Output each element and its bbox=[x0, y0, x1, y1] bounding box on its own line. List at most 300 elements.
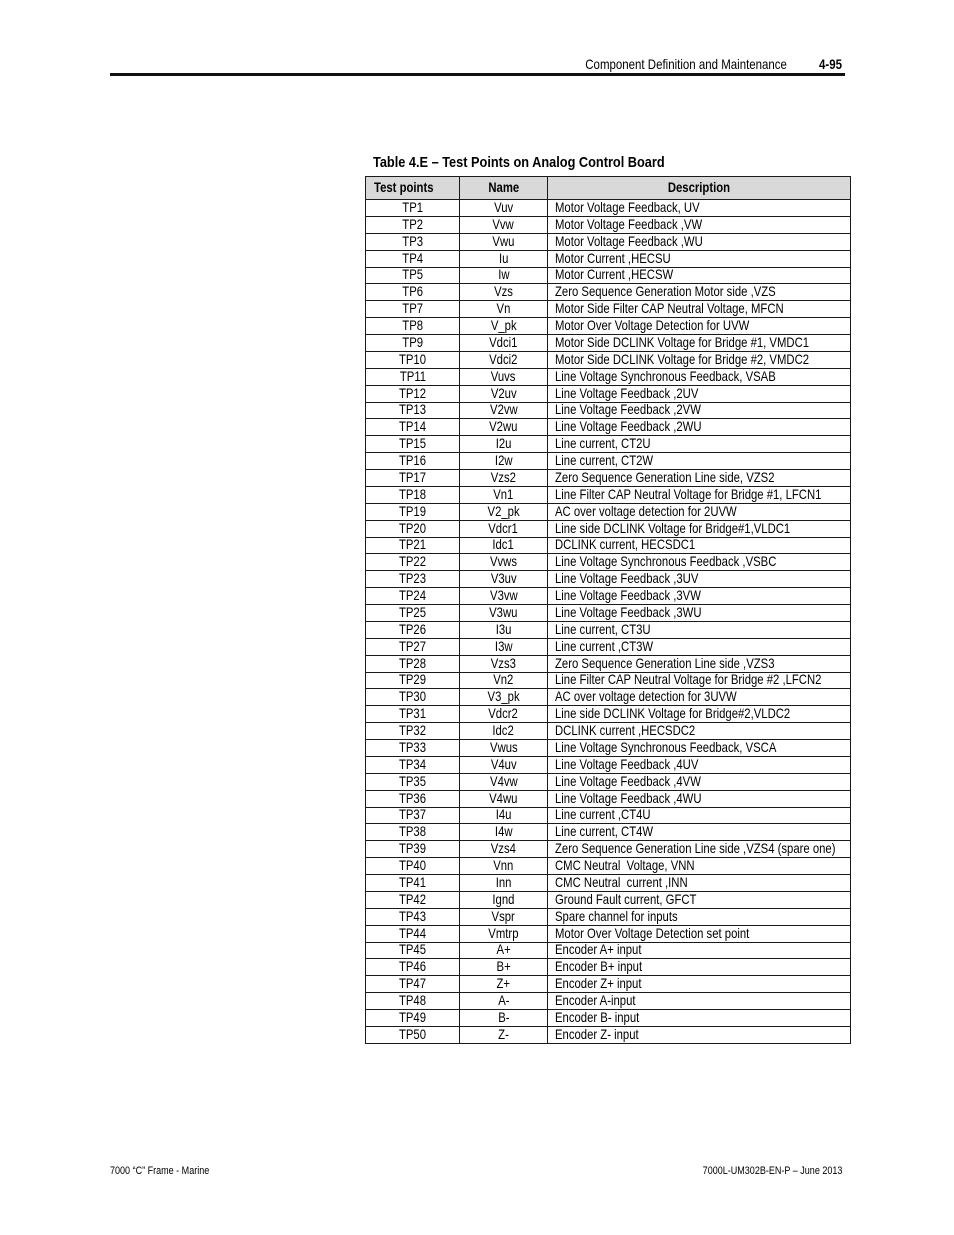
name-cell bbox=[460, 858, 548, 874]
name-cell-text: V2uv bbox=[490, 385, 517, 401]
table-row bbox=[366, 335, 851, 352]
test-point-cell bbox=[366, 521, 460, 537]
name-cell-text: Vvws bbox=[489, 554, 518, 570]
description-cell bbox=[548, 858, 851, 874]
test-point-cell-text: TP22 bbox=[398, 554, 427, 570]
table-row bbox=[366, 723, 851, 740]
name-cell bbox=[460, 959, 548, 975]
test-point-cell bbox=[366, 251, 460, 267]
description-cell-text: Encoder Z+ input bbox=[555, 976, 642, 992]
test-point-cell-text: TP2 bbox=[402, 216, 423, 232]
table-row bbox=[366, 993, 851, 1010]
table-row bbox=[366, 504, 851, 521]
description-cell-text: DCLINK current, HECSDC1 bbox=[555, 537, 696, 553]
description-cell bbox=[548, 622, 851, 638]
name-cell bbox=[460, 453, 548, 469]
table-row bbox=[366, 386, 851, 403]
name-cell-text: B+ bbox=[496, 959, 511, 975]
name-cell bbox=[460, 352, 548, 368]
description-cell bbox=[548, 791, 851, 807]
name-cell bbox=[460, 588, 548, 604]
description-cell bbox=[548, 571, 851, 587]
test-point-cell bbox=[366, 352, 460, 368]
description-cell bbox=[548, 656, 851, 672]
test-point-cell bbox=[366, 1027, 460, 1043]
test-point-cell-text: TP17 bbox=[398, 469, 427, 485]
description-cell bbox=[548, 740, 851, 756]
description-cell-text: Ground Fault current, GFCT bbox=[555, 891, 697, 907]
table-row bbox=[366, 673, 851, 690]
name-cell-text: Vspr bbox=[491, 908, 516, 924]
name-cell-text: Vnn bbox=[493, 858, 514, 874]
table-row bbox=[366, 352, 851, 369]
description-cell-text: Line Voltage Feedback ,3VW bbox=[555, 588, 701, 604]
test-point-cell bbox=[366, 588, 460, 604]
description-cell bbox=[548, 386, 851, 402]
table-row bbox=[366, 605, 851, 622]
description-cell bbox=[548, 453, 851, 469]
name-cell bbox=[460, 1027, 548, 1043]
description-cell-text: Motor Side DCLINK Voltage for Bridge #2, VMDC2 bbox=[555, 351, 810, 367]
description-cell-text: Line side DCLINK Voltage for Bridge#2,VLDC2 bbox=[555, 706, 791, 722]
name-cell bbox=[460, 470, 548, 486]
test-point-cell bbox=[366, 622, 460, 638]
footer-publication: 7000L-UM302B-EN-P – June 2013 bbox=[702, 1165, 842, 1177]
name-cell bbox=[460, 521, 548, 537]
test-point-cell-text: TP43 bbox=[398, 908, 427, 924]
test-point-cell bbox=[366, 959, 460, 975]
description-cell bbox=[548, 369, 851, 385]
description-cell bbox=[548, 1027, 851, 1043]
description-cell-text: Line Voltage Synchronous Feedback ,VSBC bbox=[555, 554, 777, 570]
table-row bbox=[366, 841, 851, 858]
test-point-cell bbox=[366, 791, 460, 807]
table-title: Table 4.E – Test Points on Analog Control Board bbox=[373, 154, 665, 171]
description-cell-text: Line current, CT3U bbox=[555, 621, 651, 637]
name-cell-text: V_pk bbox=[490, 318, 517, 334]
description-cell-text: Line Voltage Feedback ,3WU bbox=[555, 604, 702, 620]
name-cell-text: I4w bbox=[494, 824, 513, 840]
description-cell bbox=[548, 335, 851, 351]
description-cell bbox=[548, 487, 851, 503]
test-point-cell bbox=[366, 386, 460, 402]
test-point-cell bbox=[366, 757, 460, 773]
name-cell-text: Vmtrp bbox=[488, 925, 519, 941]
name-cell bbox=[460, 875, 548, 891]
description-cell-text: Motor Current ,HECSU bbox=[555, 250, 671, 266]
description-cell-text: Line Filter CAP Neutral Voltage for Bridge #2 ,LFCN2 bbox=[555, 672, 822, 688]
table-caption bbox=[373, 154, 716, 172]
table-row bbox=[366, 217, 851, 234]
description-cell bbox=[548, 504, 851, 520]
name-cell-text: Vzs2 bbox=[490, 469, 517, 485]
description-cell bbox=[548, 268, 851, 284]
table-row bbox=[366, 200, 851, 217]
description-cell-text: Encoder A-input bbox=[555, 993, 636, 1009]
description-cell-text: Line Voltage Feedback ,2VW bbox=[555, 402, 701, 418]
test-point-cell bbox=[366, 538, 460, 554]
description-cell-text: Line Voltage Feedback ,4UV bbox=[555, 756, 699, 772]
table-body bbox=[366, 200, 851, 1044]
description-cell bbox=[548, 588, 851, 604]
table-row bbox=[366, 622, 851, 639]
footer-product: 7000 “C” Frame - Marine bbox=[110, 1165, 210, 1177]
table-row bbox=[366, 571, 851, 588]
table-row bbox=[366, 268, 851, 285]
table-row bbox=[366, 284, 851, 301]
name-cell-text: I4u bbox=[495, 807, 512, 823]
table-row bbox=[366, 706, 851, 723]
description-cell bbox=[548, 352, 851, 368]
table-row bbox=[366, 554, 851, 571]
test-point-cell-text: TP50 bbox=[398, 1026, 427, 1042]
test-point-cell bbox=[366, 487, 460, 503]
name-cell-text: Vdci2 bbox=[489, 351, 518, 367]
description-cell-text: Encoder B- input bbox=[555, 1009, 640, 1025]
description-cell bbox=[548, 926, 851, 942]
name-cell-text: A- bbox=[497, 993, 510, 1009]
table-row bbox=[366, 234, 851, 251]
name-cell bbox=[460, 639, 548, 655]
header-rule bbox=[110, 73, 845, 76]
test-point-cell bbox=[366, 841, 460, 857]
description-cell-text: Encoder B+ input bbox=[555, 959, 643, 975]
name-cell-text: Z+ bbox=[496, 976, 511, 992]
table-row bbox=[366, 926, 851, 943]
description-cell-text: Line side DCLINK Voltage for Bridge#1,VLDC1 bbox=[555, 520, 791, 536]
table-row bbox=[366, 301, 851, 318]
test-point-cell-text: TP48 bbox=[398, 993, 427, 1009]
column-header-label: Description bbox=[667, 180, 731, 195]
table-row bbox=[366, 757, 851, 774]
name-cell-text: Vdcr2 bbox=[488, 706, 519, 722]
name-cell bbox=[460, 993, 548, 1009]
test-point-cell-text: TP26 bbox=[398, 621, 427, 637]
description-cell bbox=[548, 251, 851, 267]
test-point-cell-text: TP19 bbox=[398, 503, 427, 519]
name-cell bbox=[460, 892, 548, 908]
description-cell-text: Zero Sequence Generation Line side ,VZS3 bbox=[555, 655, 775, 671]
description-cell-text: Motor Voltage Feedback, UV bbox=[555, 199, 700, 215]
table-row bbox=[366, 369, 851, 386]
table-row bbox=[366, 1010, 851, 1027]
test-point-cell-text: TP24 bbox=[398, 588, 427, 604]
name-cell-text: V4wu bbox=[489, 790, 518, 806]
name-cell bbox=[460, 656, 548, 672]
name-cell bbox=[460, 284, 548, 300]
test-point-cell-text: TP21 bbox=[398, 537, 427, 553]
test-point-cell bbox=[366, 858, 460, 874]
description-cell bbox=[548, 841, 851, 857]
description-cell bbox=[548, 403, 851, 419]
table-row bbox=[366, 639, 851, 656]
test-point-cell bbox=[366, 673, 460, 689]
description-cell-text: Line Filter CAP Neutral Voltage for Bridge #1, LFCN1 bbox=[555, 486, 822, 502]
description-cell bbox=[548, 639, 851, 655]
test-point-cell bbox=[366, 740, 460, 756]
test-point-cell bbox=[366, 436, 460, 452]
name-cell bbox=[460, 926, 548, 942]
test-point-cell bbox=[366, 268, 460, 284]
name-cell-text: Idc1 bbox=[492, 537, 515, 553]
test-point-cell-text: TP11 bbox=[399, 368, 426, 384]
column-header-name bbox=[460, 177, 548, 199]
description-cell bbox=[548, 217, 851, 233]
table-row bbox=[366, 774, 851, 791]
test-point-cell-text: TP20 bbox=[398, 520, 427, 536]
description-cell-text: AC over voltage detection for 2UVW bbox=[555, 503, 737, 519]
test-point-cell bbox=[366, 909, 460, 925]
name-cell-text: I3u bbox=[495, 621, 512, 637]
test-point-cell-text: TP4 bbox=[402, 250, 423, 266]
test-point-cell-text: TP3 bbox=[402, 233, 423, 249]
description-cell bbox=[548, 909, 851, 925]
test-point-cell-text: TP12 bbox=[398, 385, 427, 401]
name-cell bbox=[460, 419, 548, 435]
description-cell bbox=[548, 706, 851, 722]
name-cell-text: Vzs4 bbox=[490, 841, 517, 857]
table-row bbox=[366, 943, 851, 960]
description-cell-text: Line Voltage Feedback ,2WU bbox=[555, 419, 702, 435]
name-cell-text: V2_pk bbox=[487, 503, 520, 519]
description-cell-text: Motor Side DCLINK Voltage for Bridge #1, VMDC1 bbox=[555, 334, 810, 350]
test-point-cell bbox=[366, 723, 460, 739]
test-point-cell bbox=[366, 419, 460, 435]
test-point-cell-text: TP41 bbox=[398, 874, 427, 890]
test-point-cell-text: TP49 bbox=[398, 1009, 427, 1025]
name-cell bbox=[460, 774, 548, 790]
test-point-cell bbox=[366, 369, 460, 385]
table-row bbox=[366, 892, 851, 909]
section-title: Component Definition and Maintenance bbox=[585, 56, 787, 72]
description-cell bbox=[548, 419, 851, 435]
test-point-cell bbox=[366, 284, 460, 300]
description-cell bbox=[548, 200, 851, 216]
description-cell-text: CMC Neutral current ,INN bbox=[555, 874, 688, 890]
description-cell bbox=[548, 436, 851, 452]
test-point-cell-text: TP34 bbox=[398, 756, 427, 772]
name-cell bbox=[460, 706, 548, 722]
test-point-cell bbox=[366, 993, 460, 1009]
test-point-cell-text: TP44 bbox=[398, 925, 427, 941]
name-cell-text: Vn2 bbox=[493, 672, 514, 688]
name-cell bbox=[460, 403, 548, 419]
table-row bbox=[366, 487, 851, 504]
name-cell-text: V2vw bbox=[489, 402, 518, 418]
name-cell-text: V3uv bbox=[490, 571, 517, 587]
description-cell bbox=[548, 470, 851, 486]
test-point-cell-text: TP40 bbox=[398, 858, 427, 874]
table-row bbox=[366, 959, 851, 976]
description-cell-text: DCLINK current ,HECSDC2 bbox=[555, 723, 696, 739]
footer-right bbox=[672, 1165, 842, 1178]
table-row bbox=[366, 858, 851, 875]
description-cell-text: Line Voltage Feedback ,3UV bbox=[555, 571, 699, 587]
test-point-cell-text: TP23 bbox=[398, 571, 427, 587]
table-row bbox=[366, 419, 851, 436]
description-cell bbox=[548, 284, 851, 300]
name-cell bbox=[460, 504, 548, 520]
name-cell bbox=[460, 487, 548, 503]
column-header-label: Test points bbox=[374, 180, 434, 195]
name-cell bbox=[460, 386, 548, 402]
test-point-cell-text: TP14 bbox=[398, 419, 427, 435]
test-point-cell bbox=[366, 217, 460, 233]
table-row bbox=[366, 318, 851, 335]
table-row bbox=[366, 251, 851, 268]
table-row bbox=[366, 521, 851, 538]
name-cell-text: Vn bbox=[496, 301, 511, 317]
description-cell bbox=[548, 234, 851, 250]
test-point-cell-text: TP36 bbox=[398, 790, 427, 806]
table-row bbox=[366, 740, 851, 757]
test-point-cell bbox=[366, 824, 460, 840]
description-cell-text: Line Voltage Feedback ,4WU bbox=[555, 790, 702, 806]
table-row bbox=[366, 538, 851, 555]
test-point-cell-text: TP38 bbox=[398, 824, 427, 840]
name-cell-text: Vzs3 bbox=[490, 655, 517, 671]
name-cell bbox=[460, 757, 548, 773]
description-cell-text: Motor Voltage Feedback ,WU bbox=[555, 233, 703, 249]
test-point-cell-text: TP31 bbox=[398, 706, 427, 722]
name-cell bbox=[460, 268, 548, 284]
name-cell-text: Vdcr1 bbox=[488, 520, 519, 536]
description-cell bbox=[548, 318, 851, 334]
description-cell bbox=[548, 774, 851, 790]
name-cell-text: Vwus bbox=[489, 739, 518, 755]
description-cell-text: Line Voltage Feedback ,2UV bbox=[555, 385, 699, 401]
name-cell-text: Idc2 bbox=[492, 723, 515, 739]
test-point-cell bbox=[366, 453, 460, 469]
name-cell-text: V3wu bbox=[489, 604, 518, 620]
table-row bbox=[366, 791, 851, 808]
test-point-cell bbox=[366, 706, 460, 722]
test-point-cell bbox=[366, 943, 460, 959]
description-cell-text: Line current ,CT3W bbox=[555, 638, 654, 654]
test-point-cell bbox=[366, 470, 460, 486]
table-row bbox=[366, 808, 851, 825]
test-point-cell bbox=[366, 571, 460, 587]
description-cell-text: Line current, CT4W bbox=[555, 824, 654, 840]
test-point-cell-text: TP33 bbox=[398, 739, 427, 755]
description-cell-text: Line Voltage Synchronous Feedback, VSCA bbox=[555, 739, 777, 755]
description-cell bbox=[548, 875, 851, 891]
test-point-cell bbox=[366, 234, 460, 250]
name-cell bbox=[460, 1010, 548, 1026]
test-point-cell-text: TP16 bbox=[398, 453, 427, 469]
name-cell bbox=[460, 723, 548, 739]
description-cell bbox=[548, 673, 851, 689]
test-point-cell-text: TP1 bbox=[402, 199, 423, 215]
test-point-cell bbox=[366, 926, 460, 942]
name-cell bbox=[460, 200, 548, 216]
test-point-cell-text: TP25 bbox=[398, 604, 427, 620]
description-cell-text: Zero Sequence Generation Motor side ,VZS bbox=[555, 284, 776, 300]
name-cell-text: Iu bbox=[498, 250, 509, 266]
description-cell-text: Motor Side Filter CAP Neutral Voltage, MFCN bbox=[555, 301, 784, 317]
test-point-cell bbox=[366, 774, 460, 790]
test-point-cell bbox=[366, 318, 460, 334]
description-cell-text: Encoder Z- input bbox=[555, 1026, 639, 1042]
name-cell bbox=[460, 808, 548, 824]
name-cell bbox=[460, 791, 548, 807]
test-point-cell bbox=[366, 301, 460, 317]
test-point-cell-text: TP27 bbox=[398, 638, 427, 654]
description-cell bbox=[548, 824, 851, 840]
name-cell bbox=[460, 301, 548, 317]
test-point-cell-text: TP35 bbox=[398, 773, 427, 789]
test-point-cell bbox=[366, 656, 460, 672]
name-cell bbox=[460, 251, 548, 267]
name-cell bbox=[460, 605, 548, 621]
name-cell-text: Vwu bbox=[492, 233, 515, 249]
table-row bbox=[366, 656, 851, 673]
column-header-description bbox=[548, 177, 851, 199]
test-point-cell-text: TP30 bbox=[398, 689, 427, 705]
name-cell bbox=[460, 909, 548, 925]
page-number: 4-95 bbox=[819, 56, 842, 72]
description-cell bbox=[548, 301, 851, 317]
name-cell bbox=[460, 622, 548, 638]
test-point-cell-text: TP46 bbox=[398, 959, 427, 975]
test-point-cell bbox=[366, 554, 460, 570]
description-cell bbox=[548, 521, 851, 537]
test-point-cell bbox=[366, 892, 460, 908]
table-row bbox=[366, 824, 851, 841]
description-cell bbox=[548, 976, 851, 992]
test-point-cell bbox=[366, 639, 460, 655]
description-cell bbox=[548, 892, 851, 908]
name-cell-text: V3vw bbox=[489, 588, 518, 604]
description-cell-text: Motor Current ,HECSW bbox=[555, 267, 674, 283]
test-point-cell bbox=[366, 504, 460, 520]
footer-left bbox=[110, 1165, 231, 1178]
description-cell-text: Line current, CT2U bbox=[555, 436, 651, 452]
name-cell-text: Z- bbox=[498, 1026, 509, 1042]
table-row bbox=[366, 1027, 851, 1044]
table-row bbox=[366, 976, 851, 993]
test-point-cell bbox=[366, 1010, 460, 1026]
test-point-cell-text: TP7 bbox=[402, 301, 423, 317]
test-point-cell bbox=[366, 605, 460, 621]
description-cell-text: Motor Over Voltage Detection for UVW bbox=[555, 318, 750, 334]
test-point-cell-text: TP47 bbox=[398, 976, 427, 992]
name-cell-text: Vuvs bbox=[491, 368, 516, 384]
description-cell bbox=[548, 757, 851, 773]
name-cell bbox=[460, 318, 548, 334]
description-cell-text: Zero Sequence Generation Line side, VZS2 bbox=[555, 469, 775, 485]
test-point-cell bbox=[366, 875, 460, 891]
name-cell bbox=[460, 436, 548, 452]
table-row bbox=[366, 909, 851, 926]
test-point-cell bbox=[366, 689, 460, 705]
description-cell-text: Encoder A+ input bbox=[555, 942, 642, 958]
table-row bbox=[366, 403, 851, 420]
description-cell-text: CMC Neutral Voltage, VNN bbox=[555, 858, 695, 874]
description-cell bbox=[548, 959, 851, 975]
name-cell bbox=[460, 976, 548, 992]
description-cell bbox=[548, 943, 851, 959]
table-header-row bbox=[366, 177, 851, 200]
test-point-cell bbox=[366, 200, 460, 216]
name-cell-text: Vdci1 bbox=[489, 334, 518, 350]
name-cell bbox=[460, 234, 548, 250]
name-cell bbox=[460, 335, 548, 351]
test-point-cell-text: TP10 bbox=[398, 351, 427, 367]
name-cell-text: V4uv bbox=[490, 756, 517, 772]
test-point-cell-text: TP37 bbox=[398, 807, 427, 823]
description-cell-text: Line Voltage Feedback ,4VW bbox=[555, 773, 701, 789]
